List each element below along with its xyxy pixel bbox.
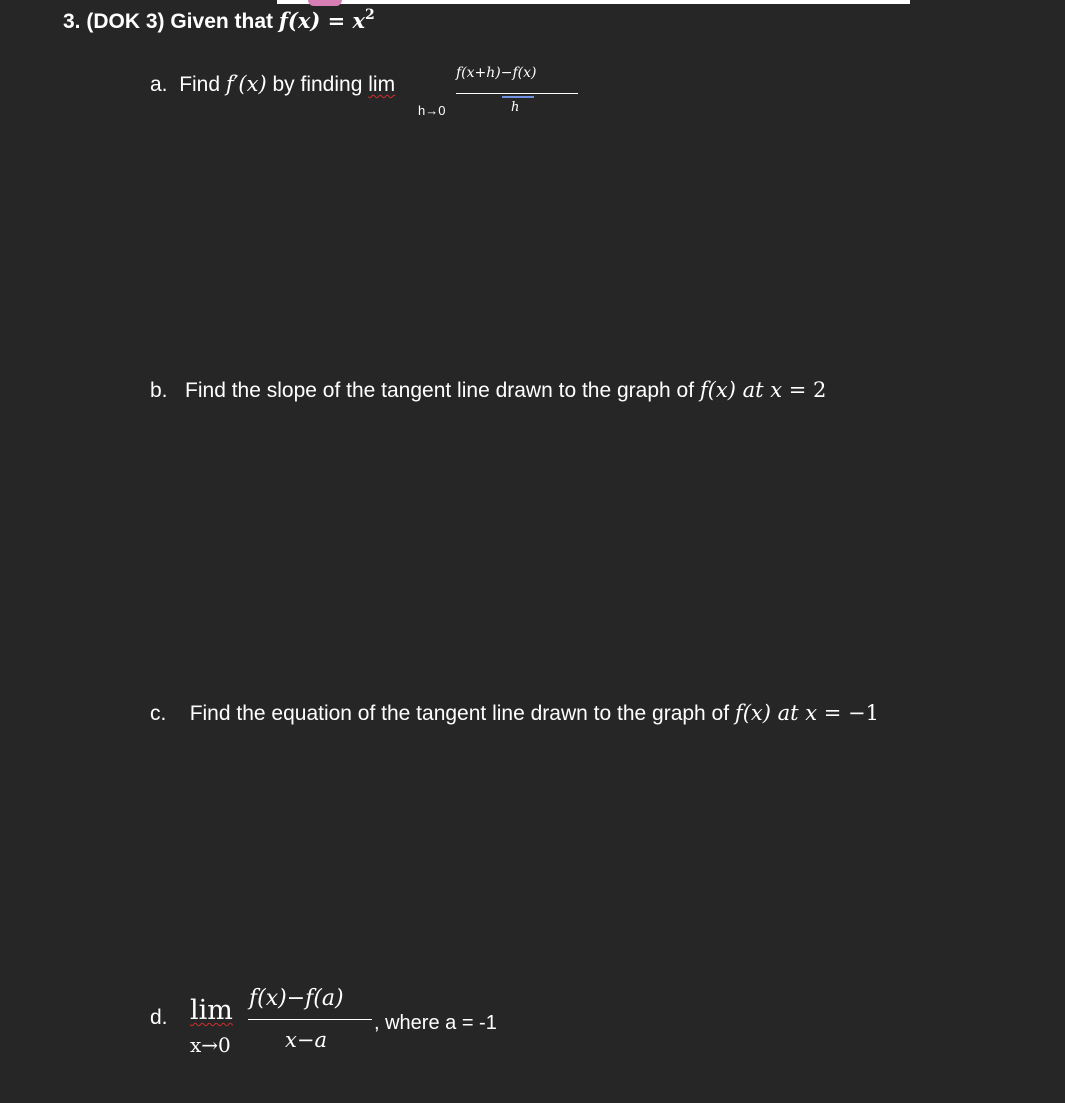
part-d-denominator: x−a [285,1028,327,1052]
part-a-numerator: f(x+h)−f(x) [456,65,537,81]
part-d-numerator: f(x)−f(a) [249,986,344,1011]
part-b-label: b. [150,379,168,402]
part-d-lim-text: lim [190,995,233,1026]
part-a-label: a. [150,73,168,96]
top-white-strip [277,0,910,4]
part-a-text-prefix: Find [179,73,226,96]
function-definition: f(x) = x [278,8,366,33]
part-d-lim [190,997,233,1024]
part-c-math: f(x) at x [734,701,818,725]
part-d-fraction-bar [248,1019,372,1020]
question-number-text: 3. (DOK 3) Given that [63,10,279,33]
part-a-line [150,74,395,95]
part-b-line [150,380,826,401]
part-a-lim: lim [368,73,396,96]
part-a-denominator: h [511,100,520,115]
part-d-label: d. [150,1006,168,1029]
part-c-label: c. [150,702,167,725]
part-c-line [150,703,879,724]
function-exponent: 2 [365,7,375,23]
part-a-highlight-mark [502,96,534,98]
question-heading [63,7,375,33]
part-a-derivative: f′(x) [225,72,267,96]
part-a-fraction-bar [456,93,578,94]
part-b-text: Find the slope of the tangent line drawn to the graph of [185,379,700,402]
part-b-equals: = 2 [782,378,827,402]
top-pink-mark [308,0,342,6]
part-a-text-middle: by finding [266,73,369,96]
part-d-lim-subscript: x→0 [190,1033,231,1057]
part-a-lim-subscript: h→0 [418,103,446,118]
part-d-suffix: , where a = -1 [374,1012,497,1034]
part-b-math: f(x) at x [699,378,783,402]
part-c-equals: = −1 [817,701,879,725]
part-c-text: Find the equation of the tangent line drawn to the graph of [189,702,735,725]
